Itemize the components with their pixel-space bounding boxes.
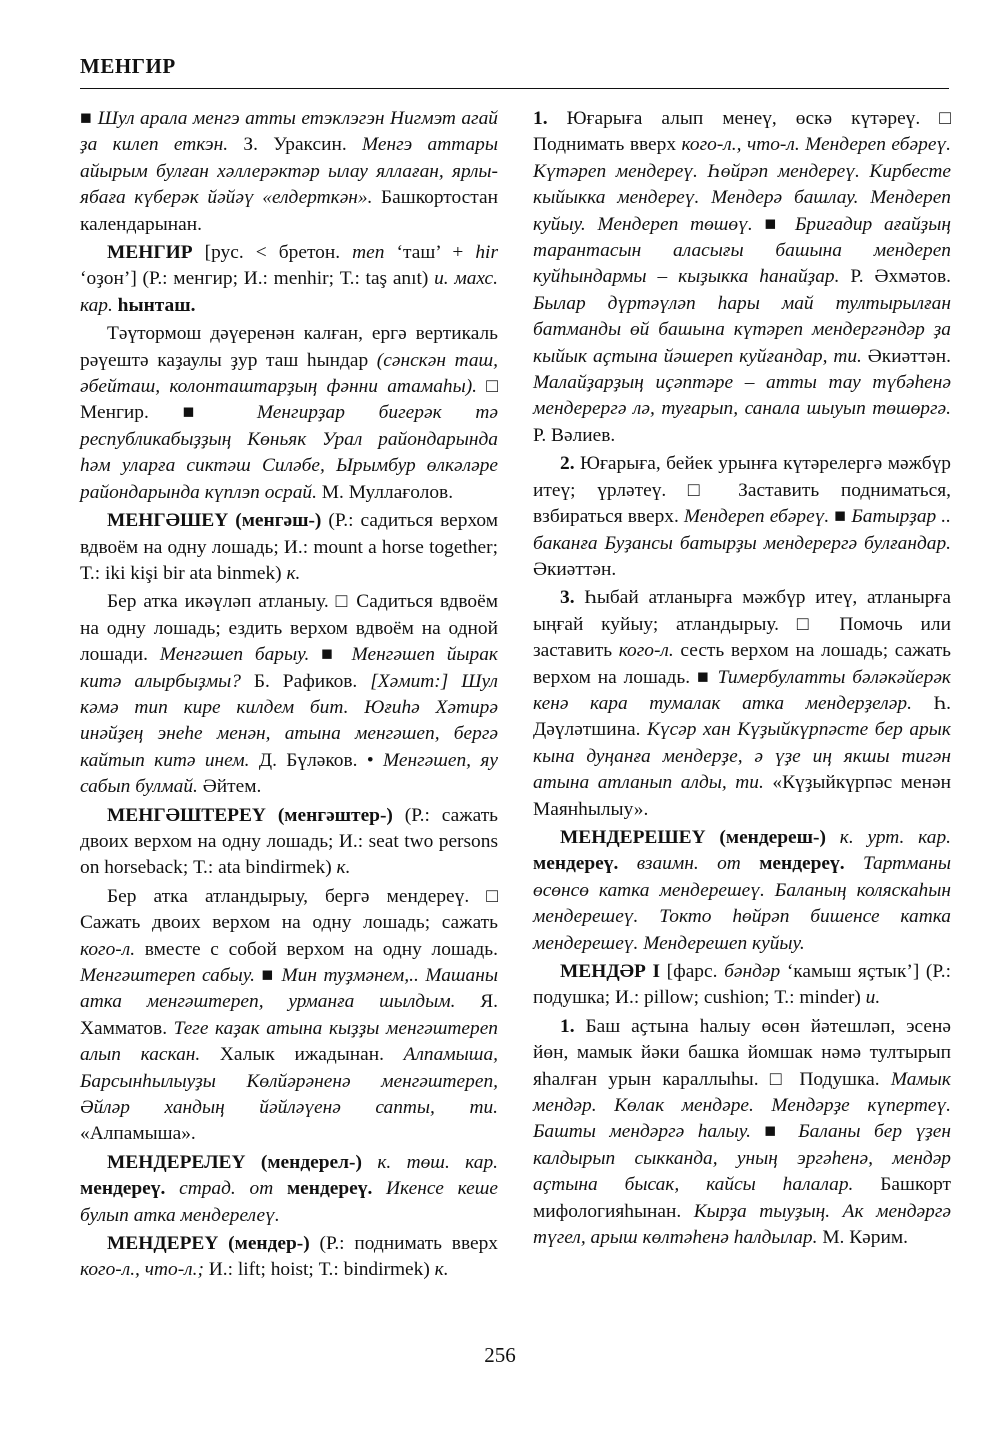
headword: мендереү.	[533, 853, 637, 875]
example-text: hir	[475, 242, 498, 264]
dictionary-entry	[533, 825, 951, 957]
text-run: ■	[80, 108, 98, 129]
example-text: к. төш. кар.	[377, 1151, 498, 1173]
text-run: Бер атка икәүләп атланыу. □ Садиться вдвоём на одну лошадь; ездить верхом вдвоём на одной лошади.	[80, 591, 498, 666]
dictionary-entry	[80, 240, 498, 319]
example-text: Менгирҙар бигерәк тә республикабыҙҙың Көньяк Урал райондарында һәм уларға сиктәш Силәбе, Ырымбур өлкәләре райондарында күплэп осрай.	[80, 402, 499, 503]
text-run: Әйтем.	[197, 776, 262, 798]
example-text: и.	[865, 987, 881, 1009]
example-text: кого-л., что-л. Мендереп ебәреү. Күтәреп мендереү. Һөйрәп мендереү. Кирбесте кыйыкка мендереү. Мендерә башлау. Мендереп куйыу. Мендереп төшөү.	[533, 134, 951, 235]
text-run: Халык ижадынан.	[200, 1044, 404, 1066]
text-run: вместе с собой верхом на одну лошадь.	[135, 938, 498, 960]
example-text: Малайҙарҙың иҫәптәре – атты тау түбәһенә мендерергә лә, туғарып, санала шыуып төшөргә.	[533, 372, 951, 420]
text-run: Р. Әхмәтов.	[839, 266, 951, 288]
paragraph	[80, 884, 498, 1148]
text-run	[826, 827, 840, 848]
example-text: Теге каҙак атына кыҙҙы менгәштереп алып каскан.	[80, 1017, 498, 1066]
example-text: Кырҙа тыуҙың. Ак мендәргә түгел, арыш көлтәһенә һалдылар.	[533, 1200, 951, 1249]
text-run: ■	[254, 965, 282, 986]
paragraph	[80, 589, 498, 800]
example-text: кого-л., что-л.;	[80, 1259, 204, 1281]
example-text: Мин туҙмәнем,.. Машаны атка менгәштереп, урманға шылдым.	[80, 965, 498, 1013]
text-run: Башкортостан календарынан.	[80, 187, 498, 235]
text-run: М. Кәрим.	[817, 1227, 908, 1249]
example-text: и. махс. кар.	[80, 268, 498, 316]
example-text: Батырҙар .. баканға Буҙансы батырҙы мендерергә булғандар.	[533, 506, 951, 554]
text-run: ‘таш’ +	[384, 242, 476, 264]
headword: МЕНДӘР I	[560, 961, 661, 982]
headword: МЕНДЕРЕШЕҮ (мендереш-)	[560, 826, 826, 848]
text-run: Әкиәттән.	[861, 345, 951, 367]
headword: 3.	[560, 587, 575, 609]
example-text: men	[352, 242, 385, 264]
header-rule	[80, 88, 949, 89]
text-run: ■	[752, 213, 795, 235]
text-run: Башкорт мифологияһынан.	[533, 1174, 951, 1222]
headword: МЕНГӘШТЕРЕҮ (менгәштер-)	[107, 804, 393, 826]
text-run: сесть верхом на лошадь; сажать верхом на лошадь. ■	[533, 640, 951, 688]
text-run: ■	[309, 644, 352, 666]
example-text: (сәнскән таш, әбейташ, колонташтарҙың фәнни атамаһы).	[80, 349, 499, 398]
text-run: Тәүтормош дәүеренән калған, ергә вертикаль рәүештә каҙаулы ҙур таш һындар	[80, 323, 498, 371]
example-text: Менгэ аттары айырым булған хәллерәктәр ылау яллаған, ярлы-ябаға күберәк йәйәү «елдерткән».	[80, 134, 498, 209]
text-run: М. Муллағолов.	[316, 481, 454, 503]
example-text: взаимн. от	[636, 853, 741, 875]
headword: мендереү.	[80, 1178, 180, 1200]
text-run: (Р.: сажать двоих верхом на одну лошадь; И.: seat two persons on horseback; Т.: ata bindirmek)	[80, 804, 499, 879]
text-run: Р. Вәлиев.	[533, 424, 616, 446]
example-text: Мамык мендәр. Көлак мендәре. Мендәрҙе күпертеү. Башты мендәргә һалыу.	[533, 1068, 951, 1143]
text-run: [рус. < бретон.	[192, 242, 353, 264]
example-text: Алпамыша, Барсынһылыуҙы Көлйәрәненә менгәштереп, Әйләр хандың йәйләүенә сапты, ти.	[80, 1044, 498, 1119]
text-run: Я. Хамматов.	[80, 991, 498, 1039]
text-run: Һ. Дәүләтшина.	[533, 692, 951, 741]
headword: МЕНГИР	[107, 242, 193, 264]
example-text: к.	[286, 562, 301, 584]
example-text: [Хәмит:] Шул кәмә тип кире килдем бит. Юғиһә Хәтирә инәйҙең энеһе менән, атына менгәшеп, бергә кайтып китә инем.	[80, 670, 498, 771]
dictionary-entry	[80, 803, 498, 882]
text-run: З. Ураксин.	[228, 134, 363, 156]
text-run: (Р.: садиться верхом вдвоём на одну лошадь; И.: mount a horse together; Т.: iki kişi bir ata binmek)	[80, 510, 498, 584]
example-text: Былар дүртәүләп һары май тултырылған батманды өй башына күтәреп мендергәндәр ҙа кыйык аҫтына йәшереп куйғандар, ти.	[533, 292, 951, 367]
headword: МЕНДЕРЕЛЕҮ (мендерел-)	[107, 1151, 362, 1173]
headword: МЕНГӘШЕҮ (менгәш-)	[107, 510, 322, 532]
text-run	[362, 1152, 377, 1173]
headword: 2.	[560, 453, 575, 475]
sense	[533, 585, 951, 823]
text-run: ■	[829, 506, 852, 528]
example-text: Икенсе кеше булып атка мендерелеү.	[80, 1178, 499, 1226]
headword: 1.	[533, 108, 548, 129]
running-head: МЕНГИР	[80, 54, 176, 78]
sense	[533, 106, 951, 449]
text-run: Д. Бүләков. •	[249, 749, 383, 771]
example-text: кого-л.	[618, 640, 674, 662]
text-run: Юғарыға алып менеү, өскә күтәреү. □ Поднимать вверх	[533, 108, 951, 156]
example-text: бәндәр	[724, 961, 781, 982]
text-run: «Күҙыйкүрпәс менән Маянһылыу».	[533, 772, 951, 820]
text-run: ‘камыш яҫтык’] (Р.: подушка; И.: pillow; cushion; Т.: minder)	[533, 961, 951, 1009]
headword: мендереү.	[273, 1178, 387, 1200]
example-text: Тимербулатты бәләкәйерәк кенә кара тумалак атка мендерҙеләр.	[533, 666, 952, 714]
example-text: Тартманы өсөнсө катка мендерешеү. Баланың коляскаһын мендерешеү. Токто һөйрәп бишенсе катка мендерешеү. Мендерешеп куйыу.	[533, 853, 951, 954]
example-text: Күсәр хан Күҙыйкүрпәсте бер арык кына дуңанға мендерҙе, ә үҙе иң якшы тигән атына атланып алды, ти.	[533, 719, 951, 794]
example-text: страд. от	[179, 1178, 274, 1200]
headword: мендереү.	[740, 853, 863, 875]
paragraph	[80, 321, 498, 506]
example-text: Менгәшеп, яу сабып булмай.	[80, 749, 498, 798]
text-run: ‘оҙон’] (Р.: менгир; И.: menhir; Т.: taş anıt)	[80, 268, 435, 290]
headword: 1.	[560, 1015, 575, 1037]
dictionary-entry	[533, 959, 951, 1012]
example-text: к.	[434, 1259, 449, 1281]
sense	[533, 1014, 951, 1252]
text-run: (Р.: поднимать вверх	[309, 1233, 499, 1255]
left-column	[80, 106, 498, 1284]
text-run: □ Менгир. ■	[80, 376, 499, 424]
dictionary-entry	[80, 508, 498, 587]
sense	[533, 451, 951, 583]
text-run: Һыбай атланырға мәжбүр итеү, атланырға ыңғай куйыу; атландырыу. □ Помочь или заставить	[533, 587, 951, 662]
page-number: 256	[484, 1343, 516, 1367]
text-run: Әкиәттән.	[533, 558, 617, 580]
example-text: Бригадир ағайҙың тарантасын аласығы башына мендереп куйһындармы – кыҙыкка һанайҙар.	[533, 213, 951, 288]
example-text: к.	[336, 857, 351, 879]
text-run: ■	[750, 1121, 799, 1143]
text-run: «Алпамыша».	[80, 1123, 196, 1145]
right-column	[533, 106, 951, 1251]
text-run: И.: lift; hoist; Т.: bindirmek)	[203, 1259, 435, 1281]
text-run: Б. Рафиков.	[240, 670, 371, 692]
example-text: Шул арала менгэ атты етэклэгэн Нигмэт агай ҙа килеп еткэн.	[80, 108, 498, 156]
example-text: Менгәшеп йырак китә алырбыҙмы?	[80, 644, 498, 692]
text-run: Бер атка атландырыу, бергә мендереү. □ Сажать двоих верхом на одну лошадь; сажать	[80, 885, 498, 934]
text-run: Баш аҫтына һалыу өсөн йәтешләп, эсенә йөн, мамык йәки башка йомшак нәмә тултырып яһалған урын караллыһы. □ Подушка.	[533, 1015, 951, 1090]
dictionary-entry	[80, 1231, 498, 1284]
example-text: Менгәшеп барыу.	[159, 644, 310, 666]
headword: МЕНДЕРЕҮ (мендер-)	[107, 1233, 310, 1255]
example-text: Менгәштереп сабыу.	[80, 965, 255, 986]
text-run: Юғарыға, бейек урынға күтәрелергә мәжбүр итеү; үрләтеү. □ Заставить подниматься, взбираться вверх.	[533, 453, 951, 528]
headword: һынташ.	[112, 294, 196, 316]
dictionary-entry	[80, 1150, 498, 1229]
example-text: Баланы бер үҙен калдырып сыкканда, уның эргәһенә, мендәр аҫтына бысак, кайсы һалалар.	[533, 1121, 951, 1196]
text-run: [фарс.	[660, 961, 725, 982]
example-text: Мендереп ебәреү.	[683, 506, 830, 528]
example-text: к. урт. кар.	[839, 826, 951, 848]
paragraph	[80, 106, 498, 238]
example-text: кого-л.	[80, 938, 136, 960]
